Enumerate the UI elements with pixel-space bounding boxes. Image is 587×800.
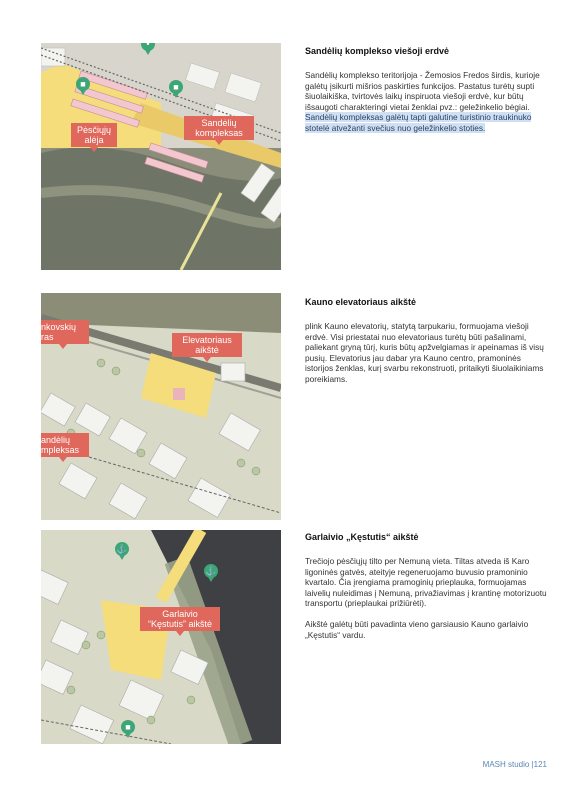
anchor-icon: ⚓: [116, 544, 128, 554]
train-icon: ■: [76, 77, 90, 91]
section-title: Kauno elevatoriaus aikštė: [305, 297, 417, 307]
label-sandeliu-kompleksas: Sandėlių kompleksas: [184, 116, 254, 140]
label-sankovskiu-terasa: nkovskių ras: [41, 320, 89, 344]
pin-icon: •: [141, 43, 155, 51]
map-sandeliu-kompleksas: [41, 43, 281, 270]
page-footer: MASH studio |121: [482, 760, 547, 769]
label-sandeliu-kompleksas-2: andėlių mpleksas: [41, 433, 89, 457]
section-3: [305, 532, 550, 640]
label-elevatoriaus-aikste: Elevatoriaus aikštė: [172, 333, 242, 357]
anchor-icon: ⚓: [205, 566, 217, 576]
section-1: [305, 46, 550, 134]
label-pesciuju-aleja: Pėsčiųjų alėja: [71, 123, 117, 147]
highlighted-text: Sandėlių kompleksas galėtų tapti galutine turistinio traukinuko stotelė atvežanti svečius nuo geležinkelio stoties.: [305, 112, 532, 133]
section-body: plink Kauno elevatorių, statytą tarpukariu, formuojama viešoji erdvė. Visi priestatai nuo elevatoriaus turėtų būti pašalinami, paliekant gryną tūrį, kuris būtų apžvelgiamas ir apeinamas iš visų pusių. Elevatorius jau dabar yra Kauno centro, pramoninės istorijos ženklas, kurį svarbu rekonstruoti, pritaikyti šiuolaikiniams poreikiams.: [305, 321, 544, 384]
bus-icon: ■: [169, 80, 183, 94]
bus-icon: ■: [121, 720, 135, 734]
section-body-2: Aikštė galėtų būti pavadinta vieno garsiausio Kauno garlaivio „Kęstutis“ vardu.: [305, 618, 529, 640]
map-garlaivio-kestutis-aikste: [41, 530, 281, 744]
map-elevatoriaus-aikste: [41, 293, 281, 520]
label-garlaivio-kestutis-aikste: Garlaivio “Kęstutis” aikštė: [140, 607, 220, 631]
section-2: [305, 297, 550, 385]
section-body: Sandėlių komplekso teritorijoja - Žemosios Fredos širdis, kurioje galėtų įsikurti mišrios paskirties funkcijos. Pastatus turėtų supti šiuolaikiška, tvirtovės laikų inspiruota viešoji erdvė, kur būtų išsaugoti charakteringi vietai ženklai pvz.: geležinkelio bėgiai. Sandėlių kompleksas galėtų tapti galutine turistinio traukinuko stotelė atvežanti svečius nuo geležinkelio stoties.: [305, 70, 540, 133]
section-title: Garlaivio „Kęstutis“ aikštė: [305, 532, 419, 542]
section-title: Sandėlių komplekso viešoji erdvė: [305, 46, 450, 56]
section-body: Trečiojo pėsčiųjų tilto per Nemuną vieta. Tiltas atveda iš Karo ligoninės gatvės, ateityje regeneruojamo buvusio pramoninio kvartalo. Čia įrengiama pramoginių prieplauka, formuojamas laivelių nuleidimas į Nemuną, privažiavimas į krantinę motorizuotu transportu (prieplaukai prižiūrėti).: [305, 556, 547, 609]
